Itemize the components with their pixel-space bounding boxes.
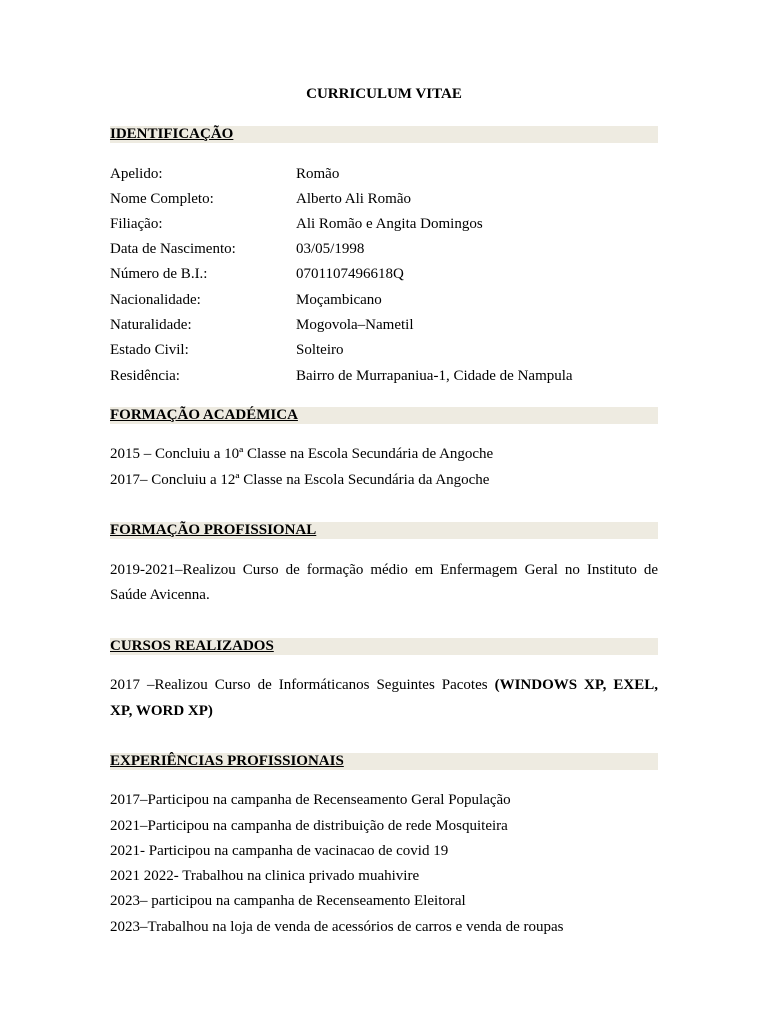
cursos-realizados-packages-continued: XP, WORD XP) <box>110 703 213 719</box>
formacao-profissional-text: 2019-2021–Realizou Curso de formação médio em Enfermagem Geral no Instituto de <box>110 562 658 578</box>
id-value: Bairro de Murrapaniua-1, Cidade de Nampula <box>296 368 573 384</box>
id-value: 0701107496618Q <box>296 266 404 282</box>
cursos-realizados-line <box>110 675 658 695</box>
id-row-numero-bi <box>110 264 658 284</box>
section-heading-cursos-realizados: CURSOS REALIZADOS <box>110 638 658 655</box>
id-label: Número de B.I.: <box>110 266 208 282</box>
id-value: Solteiro <box>296 342 344 358</box>
id-value: Alberto Ali Romão <box>296 191 411 207</box>
id-row-residencia <box>110 366 658 386</box>
id-value: 03/05/1998 <box>296 241 365 257</box>
id-value: Romão <box>296 166 340 182</box>
experiencia-item: 2021- Participou na campanha de vacinacao de covid 19 <box>110 843 449 859</box>
document-title: CURRICULUM VITAE <box>306 86 462 102</box>
cursos-realizados-text: 2017 –Realizou Curso de Informáticanos Seguintes Pacotes <box>110 677 488 693</box>
id-value: Mogovola–Nametil <box>296 317 414 333</box>
id-value: Moçambicano <box>296 292 382 308</box>
id-label: Filiação: <box>110 216 163 232</box>
id-row-data-nascimento <box>110 239 658 259</box>
section-heading-identificacao: IDENTIFICAÇÃO <box>110 126 658 143</box>
experiencia-item: 2023– participou na campanha de Recenseamento Eleitoral <box>110 893 466 909</box>
id-row-naturalidade <box>110 315 658 335</box>
id-row-nacionalidade <box>110 290 658 310</box>
id-label: Residência: <box>110 368 180 384</box>
id-label: Data de Nascimento: <box>110 241 236 257</box>
id-label: Apelido: <box>110 166 163 182</box>
cursos-realizados-packages: (WINDOWS XP, EXEL, <box>494 677 658 693</box>
formacao-academica-item: 2017– Concluiu a 12ª Classe na Escola Secundária da Angoche <box>110 472 490 488</box>
id-label: Nome Completo: <box>110 191 214 207</box>
id-row-estado-civil <box>110 340 658 360</box>
experiencia-item: 2021 2022- Trabalhou na clinica privado muahivire <box>110 868 420 884</box>
experiencia-item: 2023–Trabalhou na loja de venda de acessórios de carros e venda de roupas <box>110 919 564 935</box>
experiencia-item: 2017–Participou na campanha de Recenseamento Geral População <box>110 792 511 808</box>
id-label: Nacionalidade: <box>110 292 201 308</box>
section-heading-formacao-academica: FORMAÇÃO ACADÉMICA <box>110 407 658 424</box>
experiencia-item: 2021–Participou na campanha de distribuição de rede Mosquiteira <box>110 818 508 834</box>
id-label: Naturalidade: <box>110 317 192 333</box>
formacao-academica-item: 2015 – Concluiu a 10ª Classe na Escola Secundária de Angoche <box>110 446 494 462</box>
id-row-nome-completo <box>110 189 658 209</box>
section-heading-formacao-profissional: FORMAÇÃO PROFISSIONAL <box>110 522 658 539</box>
id-value: Ali Romão e Angita Domingos <box>296 216 483 232</box>
id-row-filiacao <box>110 214 658 234</box>
formacao-profissional-line: Saúde Avicenna. <box>110 587 210 603</box>
id-row-apelido <box>110 164 658 184</box>
id-label: Estado Civil: <box>110 342 189 358</box>
section-heading-experiencias: EXPERIÊNCIAS PROFISSIONAIS <box>110 753 658 770</box>
formacao-profissional-line <box>110 560 658 580</box>
